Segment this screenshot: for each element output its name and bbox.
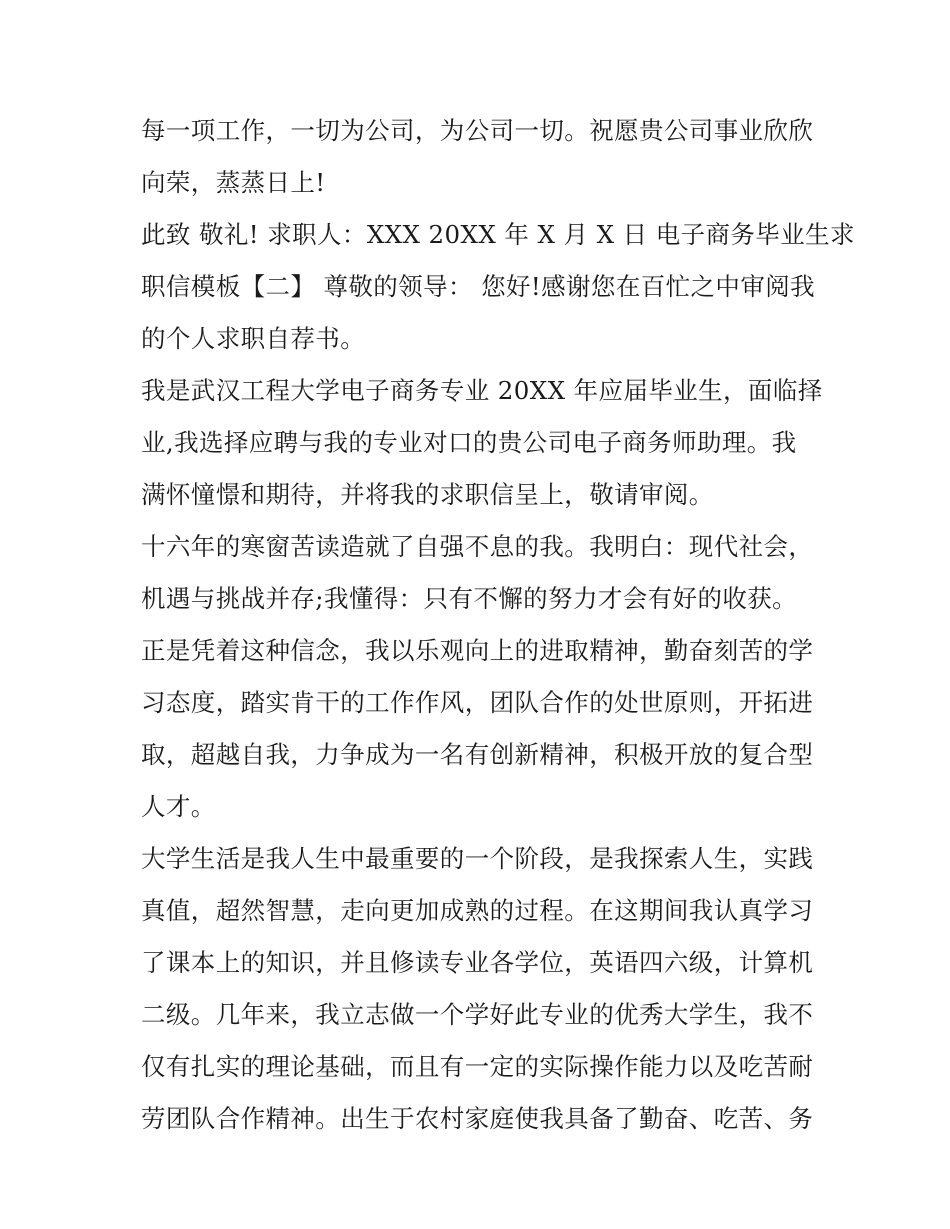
text-line: 十六年的寒窗苦读造就了自强不息的我。我明白：现代社会， — [141, 532, 814, 561]
text-line: 此致 敬礼! 求职人：XXX 20XX 年 X 月 X 日 电子商务毕业生求 — [141, 220, 855, 249]
text-line: 二级。几年来，我立志做一个学好此专业的优秀大学生，我不 — [141, 1000, 814, 1029]
text-line: 正是凭着这种信念，我以乐观向上的进取精神，勤奋刻苦的学 — [141, 636, 814, 665]
text-line: 了课本上的知识，并且修读专业各学位，英语四六级，计算机 — [141, 948, 814, 977]
text-line: 业,我选择应聘与我的专业对口的贵公司电子商务师助理。我 — [141, 428, 797, 457]
text-line: 劳团队合作精神。出生于农村家庭使我具备了勤奋、吃苦、务 — [141, 1104, 814, 1133]
text-line: 习态度，踏实肯干的工作作风，团队合作的处世原则，开拓进 — [141, 688, 814, 717]
text-line: 机遇与挑战并存;我懂得：只有不懈的努力才会有好的收获。 — [141, 584, 798, 613]
text-line: 我是武汉工程大学电子商务专业 20XX 年应届毕业生，面临择 — [141, 376, 823, 405]
text-line: 取，超越自我，力争成为一名有创新精神，积极开放的复合型 — [141, 740, 814, 769]
text-line: 向荣，蒸蒸日上! — [141, 168, 326, 197]
text-line: 大学生活是我人生中最重要的一个阶段，是我探索人生，实践 — [141, 844, 814, 873]
text-line: 仅有扎实的理论基础，而且有一定的实际操作能力以及吃苦耐 — [141, 1052, 814, 1081]
text-line: 每一项工作，一切为公司，为公司一切。祝愿贵公司事业欣欣 — [141, 116, 814, 145]
document-body — [141, 105, 855, 1145]
text-line: 的个人求职自荐书。 — [141, 324, 366, 353]
text-line: 职信模板【二】 尊敬的领导： 您好!感谢您在百忙之中审阅我 — [141, 272, 816, 301]
text-line: 满怀憧憬和期待，并将我的求职信呈上，敬请审阅。 — [141, 480, 714, 509]
text-line: 人才。 — [141, 792, 216, 821]
text-line: 真值，超然智慧，走向更加成熟的过程。在这期间我认真学习 — [141, 896, 814, 925]
